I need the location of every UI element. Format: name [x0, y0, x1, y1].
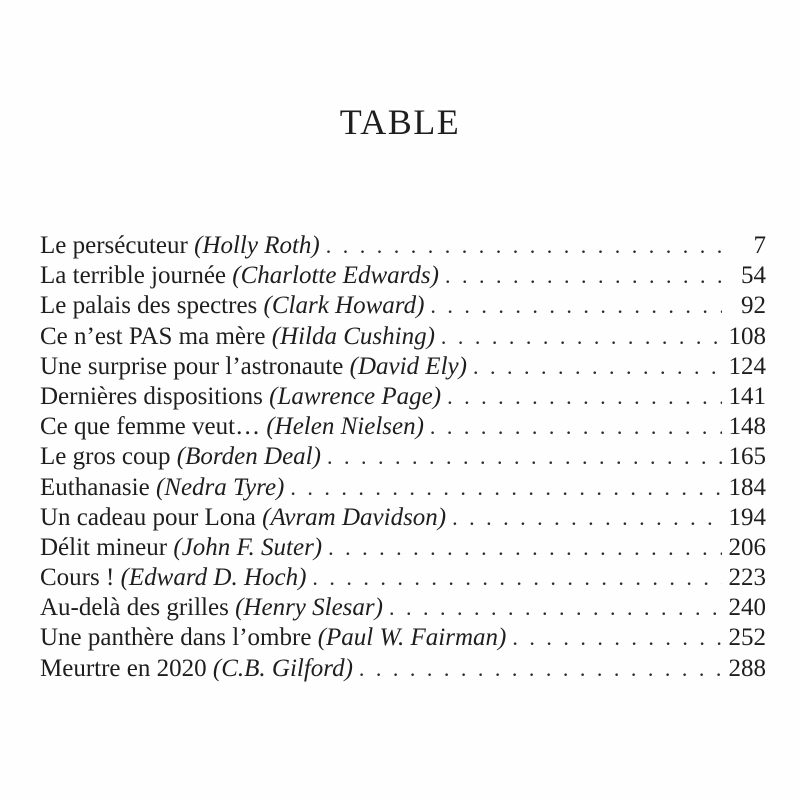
dot-leader [327, 442, 722, 472]
story-title: Dernières dispositions [40, 382, 263, 410]
page-number: 194 [728, 503, 766, 531]
story-title: Le persécuteur [40, 232, 188, 259]
dot-leader [447, 382, 722, 412]
page-number: 223 [728, 564, 766, 592]
story-title: Un cadeau pour Lona [40, 503, 256, 531]
page-number: 108 [728, 322, 766, 350]
story-title: Ce n’est PAS ma mère [40, 322, 266, 350]
story-author: (Borden Deal) [176, 443, 321, 471]
entry-label [40, 563, 306, 593]
page-number: 141 [728, 382, 766, 410]
story-title: Au-delà des grilles [40, 594, 229, 622]
story-title: Le palais des spectres [40, 292, 258, 320]
entry-label [40, 654, 353, 684]
page-number: 165 [728, 443, 766, 471]
entry-label [40, 382, 441, 412]
dot-leader [290, 473, 722, 503]
entry-label [40, 261, 439, 291]
entry-label [40, 231, 320, 261]
story-title: Ce que femme veut… [40, 413, 261, 441]
story-title: Cours ! [40, 564, 115, 592]
dot-leader [326, 231, 722, 261]
toc-entry [40, 473, 766, 503]
dot-leader [359, 654, 722, 684]
dot-leader [328, 533, 722, 563]
story-title: Une panthère dans l’ombre [40, 624, 312, 652]
entry-label [40, 412, 424, 442]
toc-entry [40, 412, 766, 442]
toc-entry [40, 533, 766, 563]
dot-leader [389, 593, 722, 623]
story-author: (Edward D. Hoch) [120, 564, 307, 592]
dot-leader [430, 412, 722, 442]
toc-entry [40, 563, 766, 593]
entry-label [40, 442, 321, 472]
story-title: Le gros coup [40, 443, 171, 471]
story-author: (Hilda Cushing) [271, 322, 435, 350]
story-author: (David Ely) [349, 352, 467, 380]
toc-entry [40, 654, 766, 684]
page-title: TABLE [339, 102, 461, 142]
toc-entry [40, 382, 766, 412]
entry-label [40, 352, 467, 382]
toc-entry [40, 352, 766, 382]
page-number: 252 [728, 624, 766, 652]
toc-entry [40, 291, 766, 321]
page-number: 288 [728, 654, 766, 682]
toc-entry [40, 231, 766, 261]
page-number: 54 [741, 262, 766, 290]
dot-leader [441, 322, 722, 352]
dot-leader [473, 352, 722, 382]
toc-entry [40, 593, 766, 623]
story-author: (Helen Nielsen) [266, 413, 424, 441]
story-author: (John F. Suter) [173, 533, 323, 561]
story-author: (Charlotte Edwards) [232, 262, 439, 290]
page-number: 7 [753, 232, 766, 259]
entry-label [40, 322, 435, 352]
entry-label [40, 593, 383, 623]
page-number: 148 [728, 413, 766, 441]
story-title: Meurtre en 2020 [40, 654, 207, 682]
story-title: Délit mineur [40, 533, 168, 561]
story-author: (Henry Slesar) [235, 594, 383, 622]
story-title: La terrible journée [40, 262, 227, 290]
page-number: 184 [728, 473, 766, 501]
story-author: (Paul W. Fairman) [317, 624, 507, 652]
table-of-contents [40, 231, 766, 684]
toc-entry [40, 442, 766, 472]
story-title: Une surprise pour l’astronaute [40, 352, 344, 380]
dot-leader [312, 563, 722, 593]
story-title: Euthanasie [40, 473, 150, 501]
entry-label [40, 473, 284, 503]
story-author: (Avram Davidson) [262, 503, 447, 531]
dot-leader [445, 261, 722, 291]
story-author: (Lawrence Page) [269, 382, 442, 410]
toc-entry [40, 322, 766, 352]
toc-entry [40, 261, 766, 291]
entry-label [40, 503, 446, 533]
dot-leader [452, 503, 722, 533]
page-number: 206 [728, 533, 766, 561]
story-author: (C.B. Gilford) [212, 654, 353, 682]
story-author: (Clark Howard) [263, 292, 425, 320]
toc-entry [40, 503, 766, 533]
story-author: (Holly Roth) [194, 232, 320, 259]
entry-label [40, 623, 506, 653]
story-author: (Nedra Tyre) [155, 473, 285, 501]
page-number: 240 [728, 594, 766, 622]
entry-label [40, 291, 424, 321]
dot-leader [430, 291, 722, 321]
toc-entry [40, 623, 766, 653]
page-number: 124 [728, 352, 766, 380]
dot-leader [512, 623, 722, 653]
entry-label [40, 533, 322, 563]
page-number: 92 [741, 292, 766, 320]
